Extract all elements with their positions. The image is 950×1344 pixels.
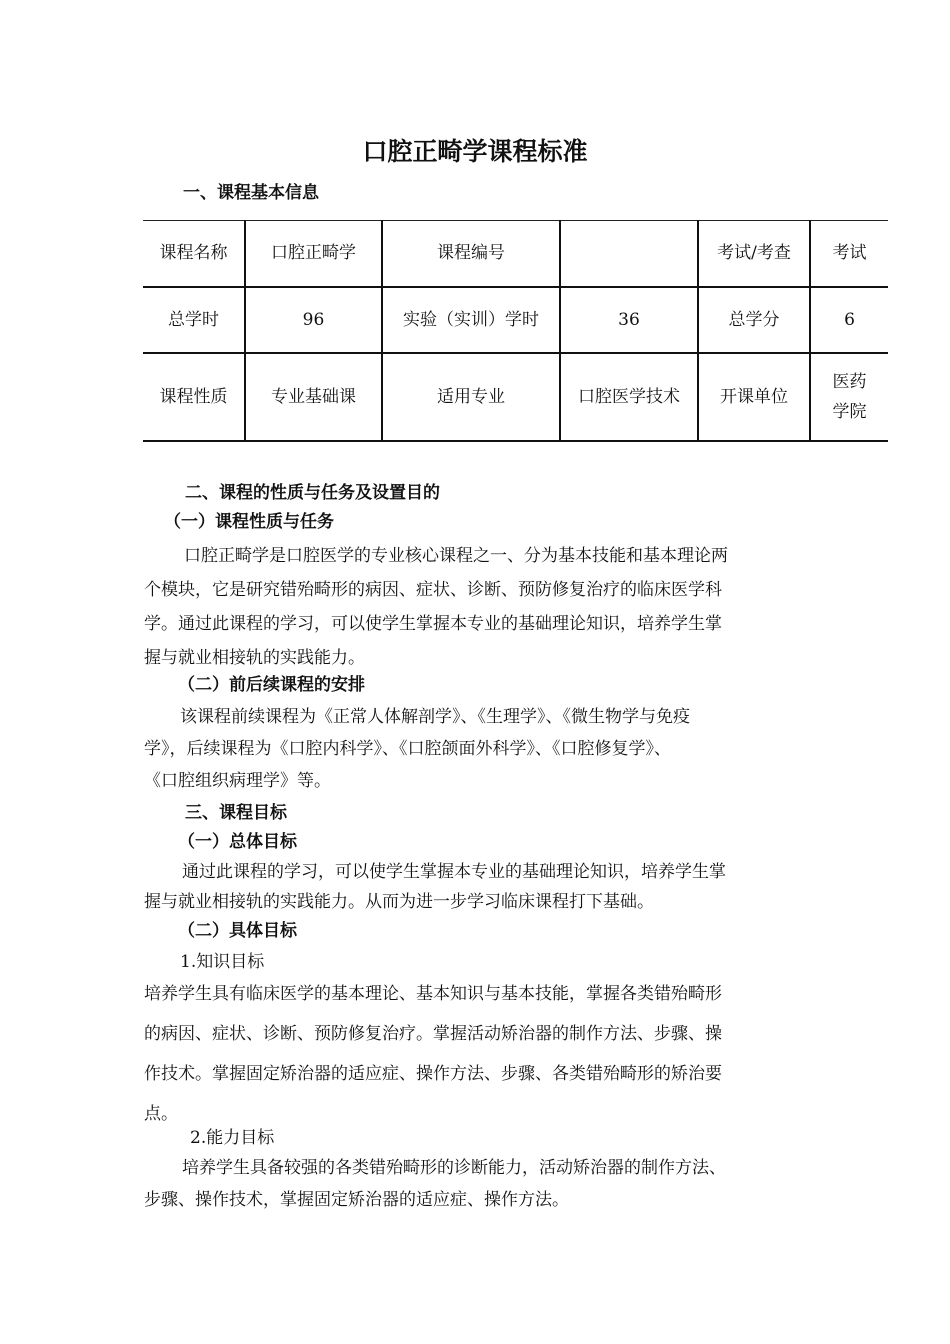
table-cell: 口腔正畸学	[245, 221, 382, 287]
paragraph-line: 步骤、操作技术，掌握固定矫治器的适应症、操作方法。	[144, 1190, 569, 1210]
paragraph-sequence	[144, 701, 690, 797]
paragraph-line: 点。	[144, 1104, 178, 1124]
course-info-table	[143, 220, 888, 442]
table-cell: 总学时	[143, 287, 245, 353]
paragraph-line: 个模块，它是研究错殆畸形的病因、症状、诊断、预防修复治疗的临床医学科	[144, 580, 722, 600]
table-cell: 36	[560, 287, 698, 353]
paragraph-line: 该课程前续课程为《正常人体解剖学》、《生理学》、《微生物学与免疫	[180, 707, 690, 727]
paragraph-line: 《口腔组织病理学》等。	[144, 771, 331, 791]
table-cell	[560, 221, 698, 287]
table-row	[143, 221, 888, 287]
section-basic-info: 一、课程基本信息	[183, 183, 319, 203]
document-title: 口腔正畸学课程标准	[362, 137, 588, 166]
paragraph-line: 培养学生具有临床医学的基本理论、基本知识与基本技能，掌握各类错殆畸形	[144, 984, 722, 1004]
table-cell: 课程名称	[143, 221, 245, 287]
paragraph-line: 通过此课程的学习，可以使学生掌握本专业的基础理论知识，培养学生掌	[182, 862, 726, 882]
table-row	[143, 353, 888, 441]
paragraph-ability-goal	[144, 1152, 726, 1216]
table-cell: 专业基础课	[245, 353, 382, 441]
paragraph-line: 握与就业相接轨的实践能力。从而为进一步学习临床课程打下基础。	[144, 892, 654, 912]
paragraph-line: 的病因、症状、诊断、预防修复治疗。掌握活动矫治器的制作方法、步骤、操	[144, 1024, 722, 1044]
table-cell: 开课单位	[698, 353, 810, 441]
table-cell: 课程编号	[382, 221, 560, 287]
paragraph-nature	[144, 539, 728, 675]
table-cell: 口腔医学技术	[560, 353, 698, 441]
section-goals: 三、课程目标	[185, 803, 287, 823]
paragraph-line: 培养学生具备较强的各类错殆畸形的诊断能力，活动矫治器的制作方法、	[182, 1158, 726, 1178]
paragraph-line: 握与就业相接轨的实践能力。	[144, 648, 365, 668]
cell-line: 学院	[832, 401, 867, 422]
ability-goal-heading: 2.能力目标	[190, 1128, 275, 1148]
table-cell: 适用专业	[382, 353, 560, 441]
table-cell: 实验（实训）学时	[382, 287, 560, 353]
table-row	[143, 287, 888, 353]
table-cell: 课程性质	[143, 353, 245, 441]
table-cell: 6	[810, 287, 888, 353]
knowledge-goal-heading: 1.知识目标	[180, 952, 265, 972]
table-cell: 考试/考查	[698, 221, 810, 287]
paragraph-line: 口腔正畸学是口腔医学的专业核心课程之一、分为基本技能和基本理论两	[184, 546, 728, 566]
paragraph-knowledge-goal	[144, 974, 722, 1134]
section-nature-task: 二、课程的性质与任务及设置目的	[185, 483, 440, 503]
table-cell: 总学分	[698, 287, 810, 353]
paragraph-overall-goal	[144, 857, 726, 917]
paragraph-line: 学》，后续课程为《口腔内科学》、《口腔颌面外科学》、《口腔修复学》、	[144, 739, 671, 759]
table-cell-unit	[810, 353, 888, 441]
table-cell: 96	[245, 287, 382, 353]
subsection-overall-goal: （一）总体目标	[178, 832, 297, 852]
paragraph-line: 学。通过此课程的学习，可以使学生掌握本专业的基础理论知识，培养学生掌	[144, 614, 722, 634]
subsection-specific-goals: （二）具体目标	[178, 921, 297, 941]
cell-line: 医药	[832, 371, 867, 392]
subsection-sequence: （二）前后续课程的安排	[178, 675, 365, 695]
subsection-nature: （一）课程性质与任务	[164, 512, 334, 532]
paragraph-line: 作技术。掌握固定矫治器的适应症、操作方法、步骤、各类错殆畸形的矫治要	[144, 1064, 722, 1084]
table-cell: 考试	[810, 221, 888, 287]
